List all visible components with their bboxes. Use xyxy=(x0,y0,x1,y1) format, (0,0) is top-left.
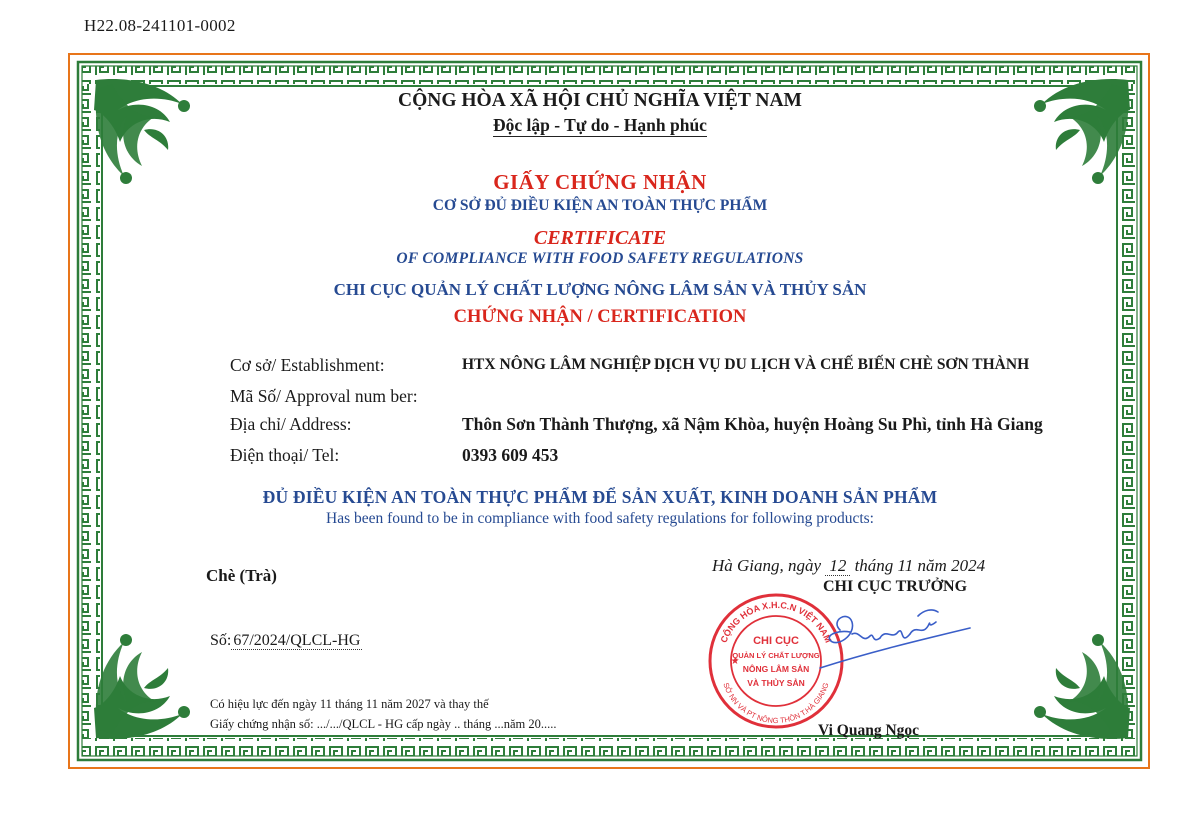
signature xyxy=(800,600,975,670)
motto xyxy=(0,115,1200,136)
stamp-line-4: VÀ THỦY SẢN xyxy=(747,678,805,688)
establishment-label: Cơ sở/ Establishment: xyxy=(230,355,385,375)
motto-text: Độc lập - Tự do - Hạnh phúc xyxy=(493,115,707,135)
stamp-ring-top: CỘNG HÒA X.H.C.N VIỆT NAM xyxy=(718,599,834,645)
validity-line-1: Có hiệu lực đến ngày 11 tháng 11 năm 2027 và thay thế xyxy=(210,697,489,711)
product-name: Chè (Trà) xyxy=(206,566,277,585)
issue-date-day: 12 xyxy=(825,556,850,576)
compliance-statement-vn: ĐỦ ĐIỀU KIỆN AN TOÀN THỰC PHẨM ĐỂ SẢN XUẤT, KINH DOANH SẢN PHẨM xyxy=(262,487,938,507)
phone-label: Điện thoại/ Tel: xyxy=(230,445,340,465)
corner-ornament-icon xyxy=(1000,612,1140,752)
issue-date-prefix: Hà Giang, ngày xyxy=(712,556,822,575)
signer-name: Vi Quang Ngọc xyxy=(818,722,920,739)
certificate-title-en: CERTIFICATE xyxy=(533,227,667,249)
certificate-title-vn: GIẤY CHỨNG NHẬN xyxy=(493,170,707,194)
certificate-number-label: Số: xyxy=(210,632,232,649)
validity-line-2: Giấy chứng nhận số: .../.../QLCL - HG cấp ngày .. tháng ...năm 20..... xyxy=(210,717,557,731)
certificate-number-value: 67/2024/QLCL-HG xyxy=(233,632,361,649)
validity-note xyxy=(210,694,557,734)
certification-heading: CHỨNG NHẬN / CERTIFICATION xyxy=(453,307,747,327)
stamp-line-2: QUẢN LÝ CHẤT LƯỢNG xyxy=(732,651,820,660)
issuing-agency: CHI CỤC QUẢN LÝ CHẤT LƯỢNG NÔNG LÂM SẢN VÀ THỦY SẢN xyxy=(333,280,867,299)
stamp-star-icon: ★ xyxy=(730,656,740,667)
issue-date xyxy=(712,556,985,576)
approval-label: Mã Số/ Approval num ber: xyxy=(230,386,418,406)
certificate-subtitle-vn: CƠ SỞ ĐỦ ĐIỀU KIỆN AN TOÀN THỰC PHẨM xyxy=(432,197,768,214)
certificate-number xyxy=(210,632,362,650)
chief-title: CHI CỤC TRƯỞNG xyxy=(823,578,968,595)
stamp-line-3: NÔNG LÂM SẢN xyxy=(742,664,810,674)
nation-heading: CỘNG HÒA XÃ HỘI CHỦ NGHĨA VIỆT NAM xyxy=(398,90,802,111)
establishment-value: HTX NÔNG LÂM NGHIỆP DỊCH VỤ DU LỊCH VÀ CHẾ BIẾN CHÈ SƠN THÀNH xyxy=(462,356,1030,373)
certificate-subtitle-en: OF COMPLIANCE WITH FOOD SAFETY REGULATIONS xyxy=(396,250,804,267)
stamp-ring-bottom: SỞ NN VÀ PT NÔNG THÔN T.HÀ GIANG xyxy=(721,681,831,726)
address-value: Thôn Sơn Thành Thượng, xã Nậm Khòa, huyện Hoàng Su Phì, tỉnh Hà Giang xyxy=(462,414,1043,434)
certificate-frame xyxy=(76,60,1143,762)
document-code: H22.08-241101-0002 xyxy=(84,16,236,35)
compliance-statement-en: Has been found to be in compliance with food safety regulations for following products: xyxy=(326,510,874,527)
address-label: Địa chỉ/ Address: xyxy=(230,414,352,434)
stamp-line-1: CHI CỤC xyxy=(753,635,799,647)
greek-key-border xyxy=(76,60,1143,762)
issue-date-suffix: tháng 11 năm 2024 xyxy=(854,556,986,575)
corner-ornament-icon xyxy=(84,612,224,752)
phone-value: 0393 609 453 xyxy=(462,445,559,465)
